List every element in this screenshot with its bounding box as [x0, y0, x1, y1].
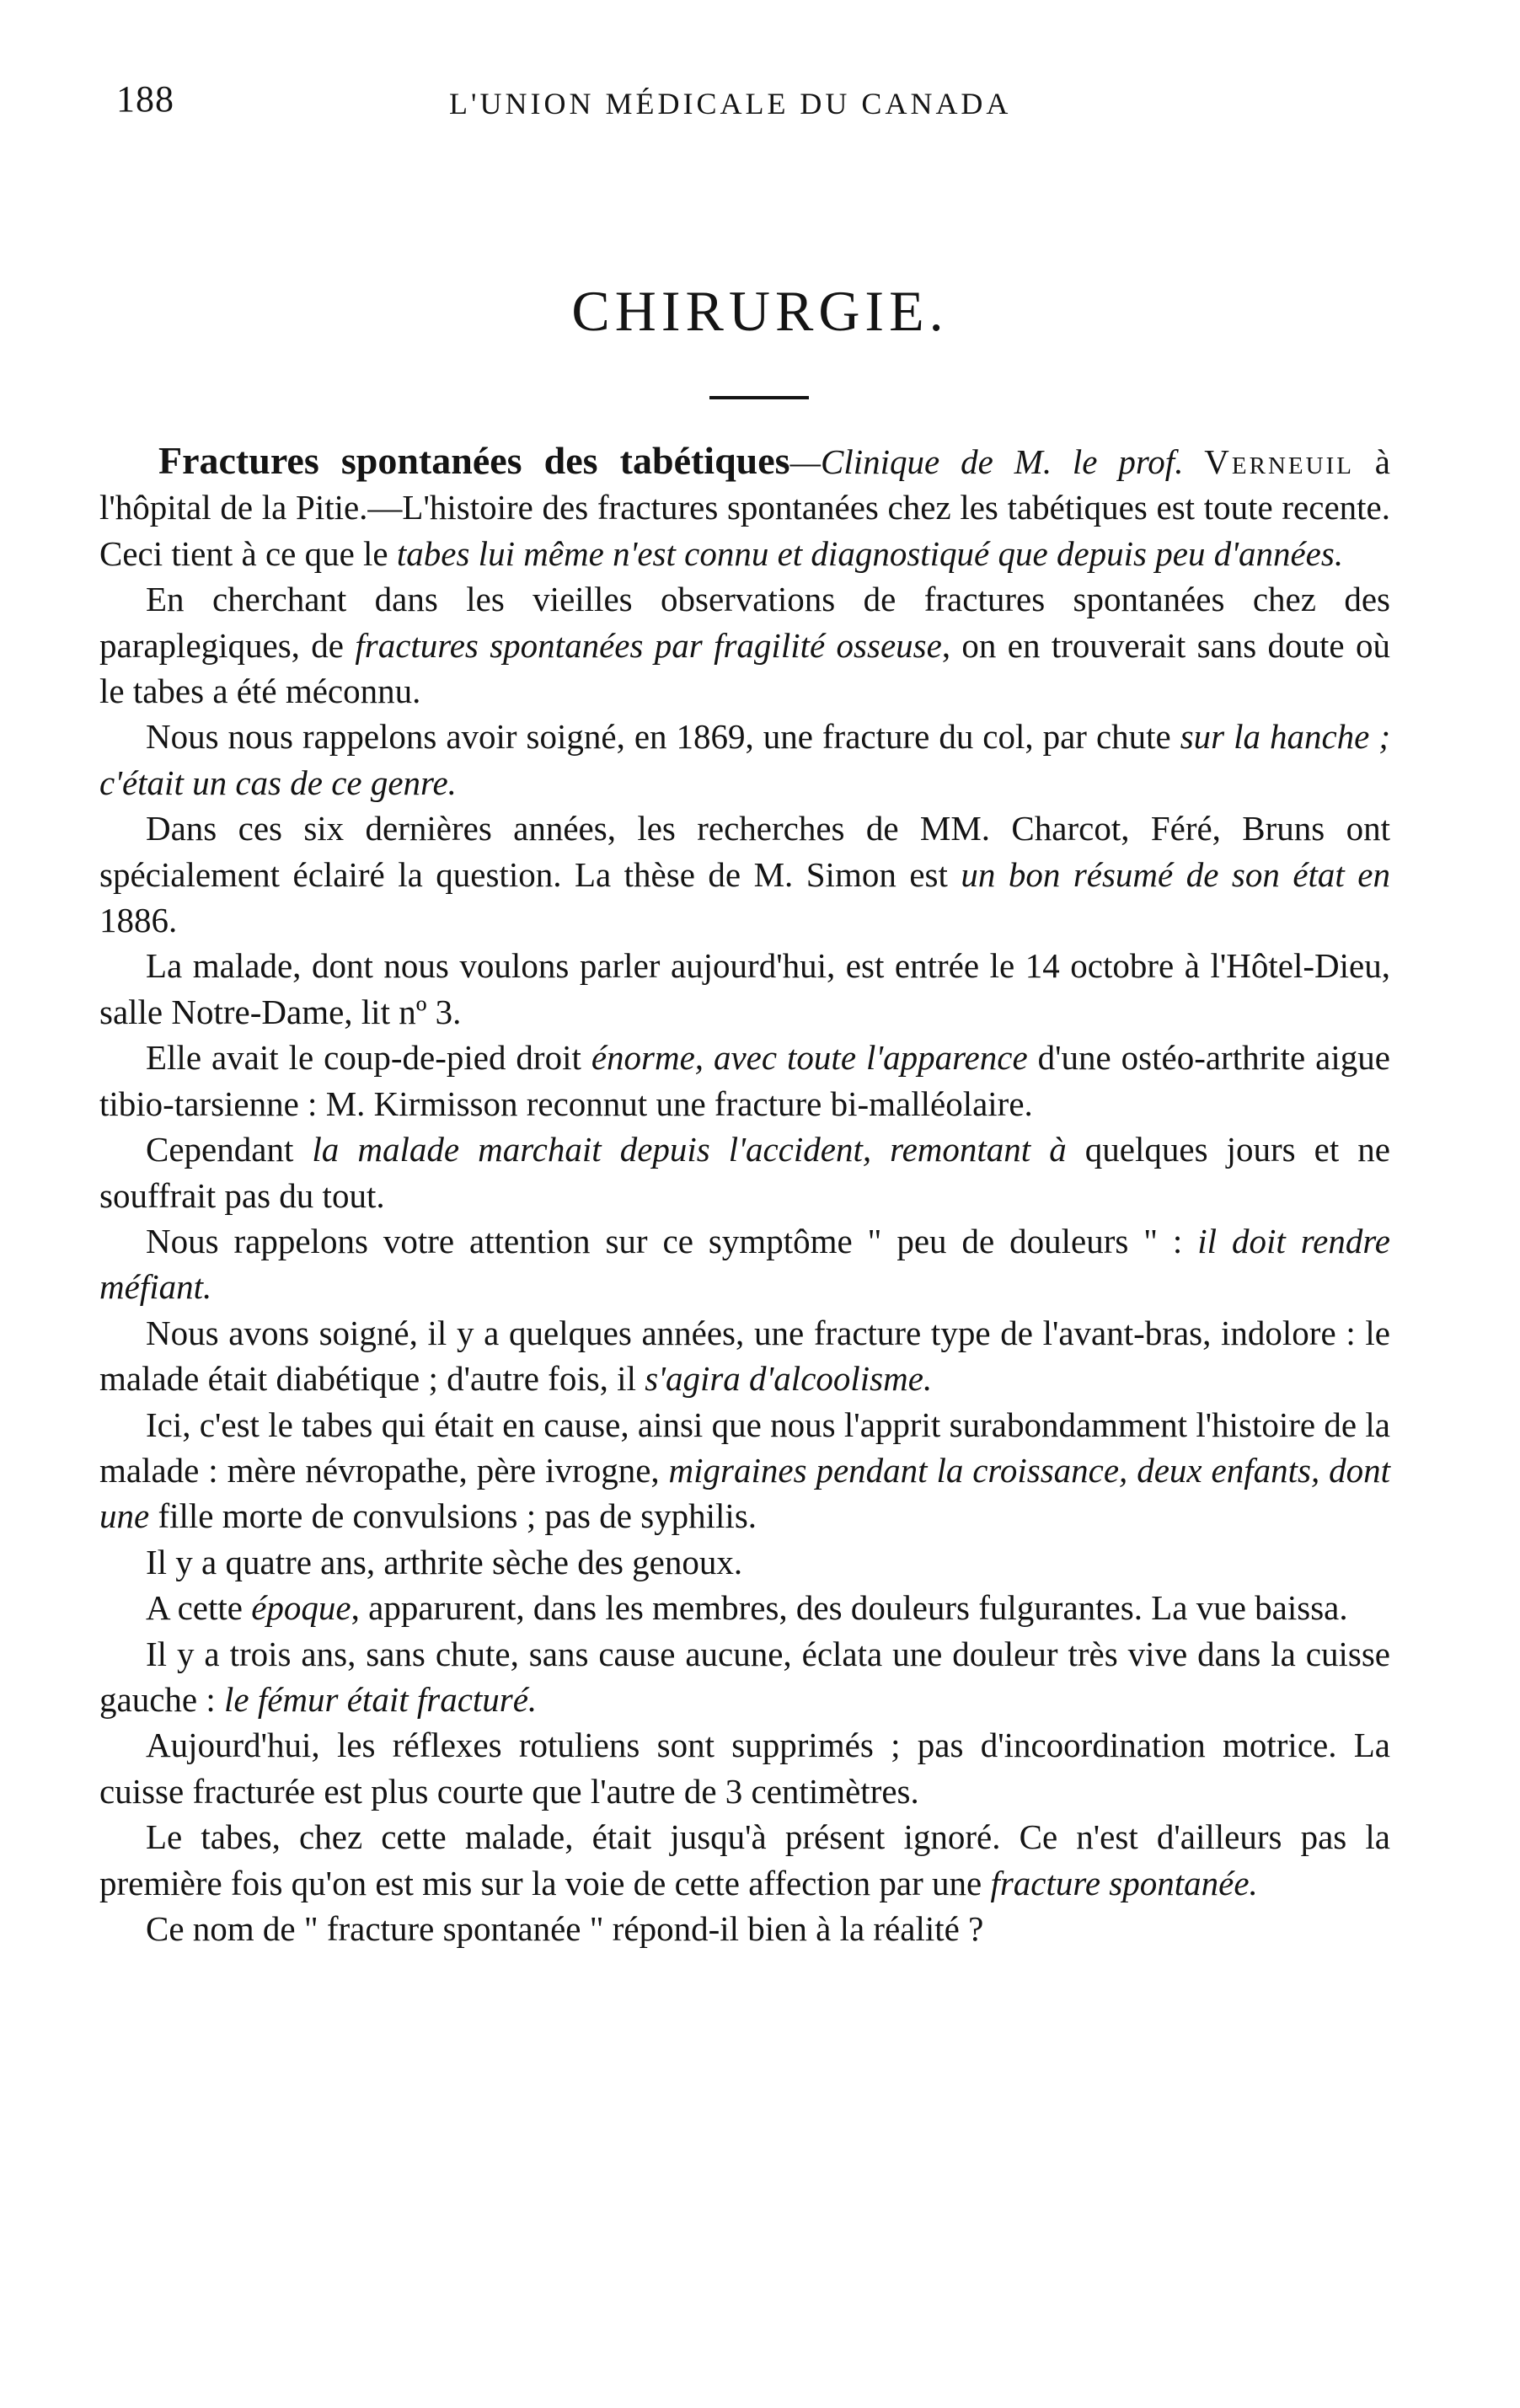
paragraph-italic: fracture spontanée. — [990, 1863, 1258, 1902]
paragraph-text: A cette — [146, 1588, 252, 1628]
title-divider — [709, 396, 809, 399]
clinic-intro: —Clinique de M. le prof. — [789, 442, 1205, 481]
paragraph-text: Le tabes, chez cette malade, était jusqu'à présent ignoré. Ce n'est d'ailleurs pas la première fois qu'on est mis sur la voie de cette affection par une — [99, 1817, 1390, 1902]
paragraph-text: 1886. — [99, 901, 178, 940]
paragraph-text: En cherchant dans les vieilles observations de fractures spontanées chez des paraplegiques, de — [99, 580, 1390, 665]
paragraph-italic: énorme, avec toute l'apparence — [591, 1038, 1028, 1078]
section-title: CHIRURGIE. — [571, 279, 949, 343]
paragraph-text: à l'hôpital de la Pitie.—L'histoire des fractures spontanées chez les tabétiques est toute recente. Ceci tient à ce que le — [99, 442, 1390, 573]
professor-name: Verneuil — [1204, 442, 1354, 481]
paragraph-text: Il y a trois ans, sans chute, sans cause aucune, éclata une douleur très vive dans la cuisse gauche : — [99, 1634, 1390, 1719]
paragraph-text: fille morte de convulsions ; pas de syphilis. — [149, 1496, 757, 1536]
paragraph-text: Nous rappelons votre attention sur ce symptôme " peu de douleurs " : — [146, 1221, 1198, 1260]
paragraph — [99, 438, 1390, 576]
article-title: Fractures spontanées des tabétiques — [158, 439, 790, 482]
paragraph: Il y a quatre ans, arthrite sèche des genoux. — [146, 1542, 743, 1581]
paragraph-text: Elle avait le coup-de-pied droit — [146, 1038, 591, 1078]
paragraph: Aujourd'hui, les réflexes rotuliens sont supprimés ; pas d'incoordination motrice. La cuisse fracturée est plus courte que l'autre de 3 centimètres. — [99, 1726, 1390, 1811]
paragraph-italic: un bon résumé de son état en — [961, 854, 1391, 894]
paragraph-italic: migraines pendant la croissance, deux enfants, dont une — [99, 1450, 1390, 1536]
paragraph-italic: le fémur était fracturé. — [223, 1679, 538, 1719]
paragraph-text: Nous avons soigné, il y a quelques années, une fracture type de l'avant-bras, indolore : le malade était diabétique ; d'autre fois, il — [99, 1313, 1390, 1399]
paragraph-text: , on en trouverait sans doute où le tabes a été méconnu. — [99, 625, 1390, 711]
paragraph — [99, 1310, 1390, 1402]
paragraph — [99, 1218, 1390, 1310]
paragraph-text: Nous nous rappelons avoir soigné, en 1869, une fracture du col, par chute — [146, 717, 1180, 757]
page-number: 188 — [116, 78, 174, 120]
paragraph — [99, 1402, 1390, 1539]
paragraph — [99, 1814, 1390, 1906]
page-header — [116, 78, 1397, 136]
paragraph: La malade, dont nous voulons parler aujourd'hui, est entrée le 14 octobre à l'Hôtel-Dieu, salle Notre-Dame, lit nº 3. — [99, 946, 1390, 1031]
paragraph-text: Cependant — [146, 1130, 313, 1169]
paragraph: Ce nom de " fracture spontanée " répond-il bien à la réalité ? — [146, 1909, 984, 1948]
paragraph-text: d'une ostéo-arthrite aigue tibio-tarsienne : M. Kirmisson reconnut une fracture bi-malléolaire. — [99, 1038, 1390, 1123]
running-title: L'UNION MÉDICALE DU CANADA — [449, 87, 1012, 120]
paragraph-text: quelques jours et ne souffrait pas du tout. — [99, 1130, 1391, 1215]
paragraph — [99, 1126, 1390, 1218]
paragraph-italic: tabes lui même n'est connu et diagnostiqué que depuis peu d'années. — [396, 533, 1344, 573]
paragraph-italic: époque — [251, 1588, 351, 1628]
paragraph-italic: fractures spontanées par fragilité osseuse — [355, 625, 942, 665]
paragraph-italic: sur la hanche ; c'était un cas de ce genre. — [99, 717, 1390, 802]
paragraph-italic: la malade marchait depuis l'accident, remontant à — [312, 1130, 1067, 1169]
paragraph — [99, 714, 1390, 805]
paragraph — [99, 1035, 1390, 1126]
paragraph — [99, 1631, 1390, 1723]
paragraph — [99, 576, 1390, 714]
paragraph-italic: il doit rendre méfiant. — [99, 1221, 1391, 1307]
paragraph-text: , apparurent, dans les membres, des douleurs fulgurantes. La vue baissa. — [351, 1588, 1348, 1628]
paragraph — [99, 1585, 1390, 1630]
paragraph-text: Dans ces six dernières années, les recherches de MM. Charcot, Féré, Bruns ont spécialement éclairé la question. La thèse de M. Simon est — [99, 809, 1390, 894]
article-body — [99, 438, 1390, 1951]
paragraph-text: Ici, c'est le tabes qui était en cause, ainsi que nous l'apprit surabondamment l'histoire de la malade : mère névropathe, père ivrogne, — [99, 1405, 1390, 1490]
paragraph-italic: s'agira d'alcoolisme. — [645, 1359, 933, 1399]
paragraph — [99, 805, 1390, 943]
